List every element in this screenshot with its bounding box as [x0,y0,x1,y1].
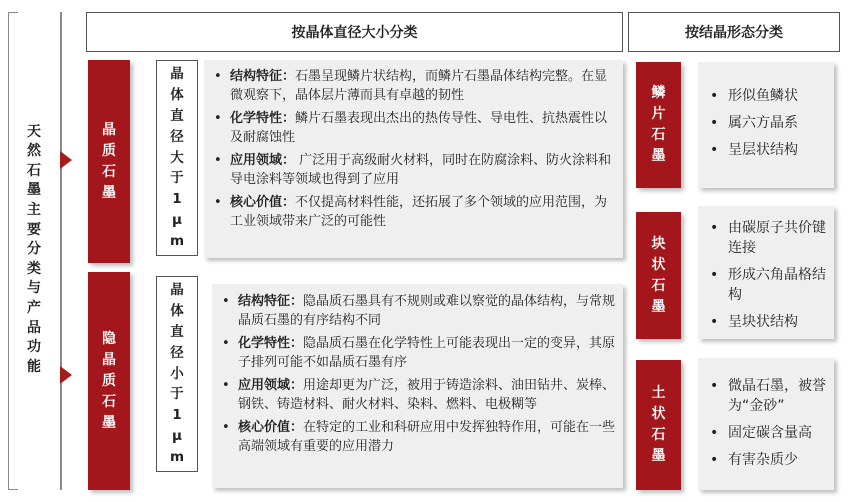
cryptocrystalline-details-panel [212,284,623,488]
amorphous-features [702,376,830,470]
point-label: 应用领域： [238,378,304,393]
crystalline-point-value [212,193,617,231]
feature-item: • 微晶石墨，被誉为“金砂” [702,376,830,416]
point-label: 化学特性： [238,336,304,351]
dimension-cryptocrystalline-label: 晶体直径小于1μm [169,281,185,466]
root-title-text: 天然石墨主要分类与产品功能 [27,123,41,375]
point-text: 在特定的工业和科研应用中发挥独特作用，可能在一些高端领域有重要的应用潜力 [238,420,616,454]
point-text: 不仅提高材料性能，还拓展了多个领域的应用范围，为工业领域带来广泛的可能性 [230,195,608,229]
point-label: 结构特征： [238,294,304,309]
point-label: 化学特性： [230,111,296,126]
point-text: 隐晶质石墨具有不规则或难以察觉的晶体结构，与常规晶质石墨的有序结构不同 [238,294,616,328]
dimension-crystalline-label: 晶体直径大于1μm [169,65,185,250]
shape-amorphous-graphite-label: 土状石墨 [651,385,666,464]
category-cryptocrystalline-graphite [88,272,130,490]
root-title [20,120,48,380]
point-text: 广泛用于高级耐火材料，同时在防腐涂料、防火涂料和导电涂料等领域也得到了应用 [230,153,612,187]
shape-flake-graphite-label: 鳞片石墨 [651,85,666,164]
feature-item: • 固定碳含量高 [702,423,830,443]
arrow-cryptocrystalline [60,366,72,384]
crystalline-point-application [212,151,617,189]
arrow-crystalline [60,151,72,169]
shape-vein-graphite-label: 块状石墨 [651,235,666,315]
feature-item: • 形似鱼鳞状 [702,86,830,106]
cryptocrystalline-points [220,292,617,456]
category-crystalline-graphite-label: 晶质石墨 [102,121,116,201]
point-text: 鳞片石墨表现出杰出的热传导性、导电性、抗热震性以及耐腐蚀性 [230,111,608,145]
point-label: 结构特征： [230,69,296,84]
feature-item: • 呈层状结构 [702,140,830,160]
crystalline-details-panel [204,60,623,258]
flake-features-panel [698,62,834,188]
cryptocrystalline-point-structure [220,292,617,330]
shape-vein-graphite [636,212,681,339]
cryptocrystalline-point-application [220,376,617,414]
category-crystalline-graphite [88,60,130,263]
header-by-diameter-text: 按晶体直径大小分类 [291,25,418,41]
amorphous-features-panel [698,358,834,490]
point-text: 隐晶质石墨在化学特性上可能表现出一定的变异，其原子排列可能不如晶质石墨有序 [238,336,616,370]
point-text: 用途却更为广泛，被用于铸造涂料、油田钻井、炭棒、钢铁、铸造材料、耐火材料、染料、燃料、电极糊等 [238,378,616,412]
header-by-shape [628,12,840,52]
vein-features-panel [698,206,834,339]
feature-item: • 由碳原子共价键连接 [702,218,830,258]
shape-amorphous-graphite [636,360,681,490]
point-text: 石墨呈现鳞片状结构，而鳞片石墨晶体结构完整。在显微观察下，晶体层片薄而具有卓越的韧性 [230,69,608,103]
cryptocrystalline-point-chemistry [220,334,617,372]
category-cryptocrystalline-graphite-label: 隐晶质石墨 [102,330,116,431]
point-label: 核心价值： [238,420,304,435]
vein-features [702,218,830,332]
crystalline-point-structure [212,67,617,105]
root-bracket-line [60,12,62,490]
cryptocrystalline-point-value [220,418,617,456]
shape-flake-graphite [636,62,681,188]
header-by-diameter [86,12,623,52]
crystalline-points [212,67,617,231]
dimension-crystalline [156,60,198,256]
root-bracket [8,12,18,490]
point-label: 核心价值： [230,195,296,210]
feature-item: • 有害杂质少 [702,450,830,470]
point-label: 应用领域： [230,153,296,168]
feature-item: • 属六方晶系 [702,113,830,133]
header-by-shape-text: 按结晶形态分类 [685,25,783,41]
feature-item: • 形成六角晶格结构 [702,265,830,305]
crystalline-point-chemistry [212,109,617,147]
feature-item: • 呈块状结构 [702,312,830,332]
dimension-cryptocrystalline [156,276,198,472]
flake-features [702,86,830,160]
